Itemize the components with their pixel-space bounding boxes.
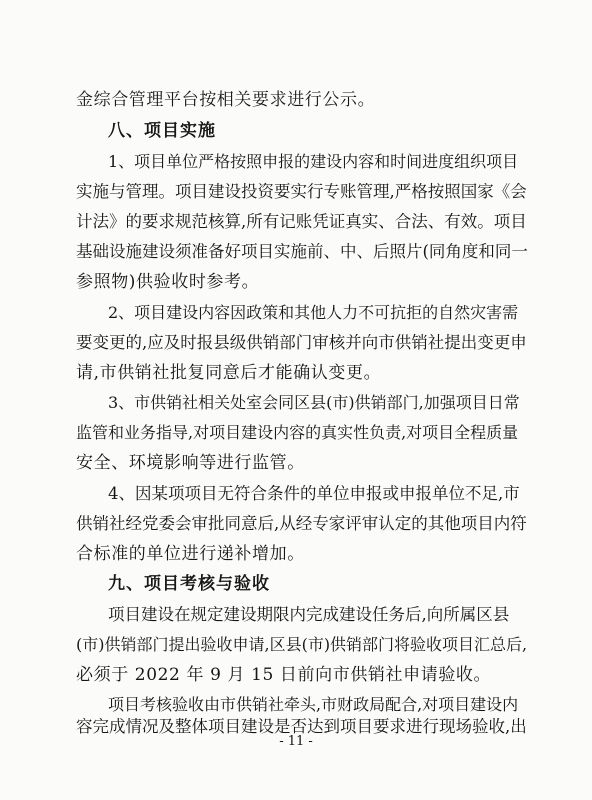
text-line: 供销社经党委会审批同意后,从经专家评审认定的其他项目内符 xyxy=(76,514,527,533)
text-line: 合标准的单位进行递补增加。 xyxy=(76,544,305,564)
text-line: 请,市供销社批复同意后才能确认变更。 xyxy=(76,363,382,383)
text-line: 1、项目单位严格按照申报的建设内容和时间进度组织项目 xyxy=(108,152,519,171)
text-line: 必须于 2022 年 9 月 15 日前向市供销社申请验收。 xyxy=(76,665,492,685)
text-line: 项目考核验收由市供销社牵头,市财政局配合,对项目建设内 xyxy=(108,695,519,714)
text-line: 计法》的要求规范核算,所有记账凭证真实、合法、有效。项目 xyxy=(76,212,527,231)
text-line: 安全、环境影响等进行监管。 xyxy=(76,453,305,473)
text-line: 3、市供销社相关处室会同区县(市)供销部门,加强项目日常 xyxy=(108,393,520,412)
text-line: 2、项目建设内容因政策和其他人力不可抗拒的自然灾害需 xyxy=(108,303,519,322)
text-line: 金综合管理平台按相关要求进行公示。 xyxy=(76,90,376,110)
text-line: 实施与管理。项目建设投资要实行专账管理,严格按照国家《会 xyxy=(76,182,527,201)
section-heading-9: 九、项目考核与验收 xyxy=(108,574,270,594)
text-line: 要变更的,应及时报县级供销部门审核并向市供销社提出变更申 xyxy=(76,333,527,352)
text-line: 基础设施建设须准备好项目实施前、中、后照片(同角度和同一 xyxy=(76,242,528,261)
text-line: 参照物)供验收时参考。 xyxy=(76,272,260,292)
text-line: 4、因某项项目无符合条件的单位申报或申报单位不足,市 xyxy=(108,484,520,503)
text-line: 监管和业务指导,对项目建设内容的真实性负责,对项目全程质量 xyxy=(76,423,519,442)
page-number: - 11 - xyxy=(279,734,313,749)
section-heading-8: 八、项目实施 xyxy=(108,121,216,141)
text-line: 项目建设在规定建设期限内完成建设任务后,向所属区县 xyxy=(108,605,510,624)
text-line: 容完成情况及整体项目建设是否达到项目要求进行现场验收,出 xyxy=(76,717,527,736)
text-line: (市)供销部门提出验收申请,区县(市)供销部门将验收项目汇总后, xyxy=(76,635,528,654)
